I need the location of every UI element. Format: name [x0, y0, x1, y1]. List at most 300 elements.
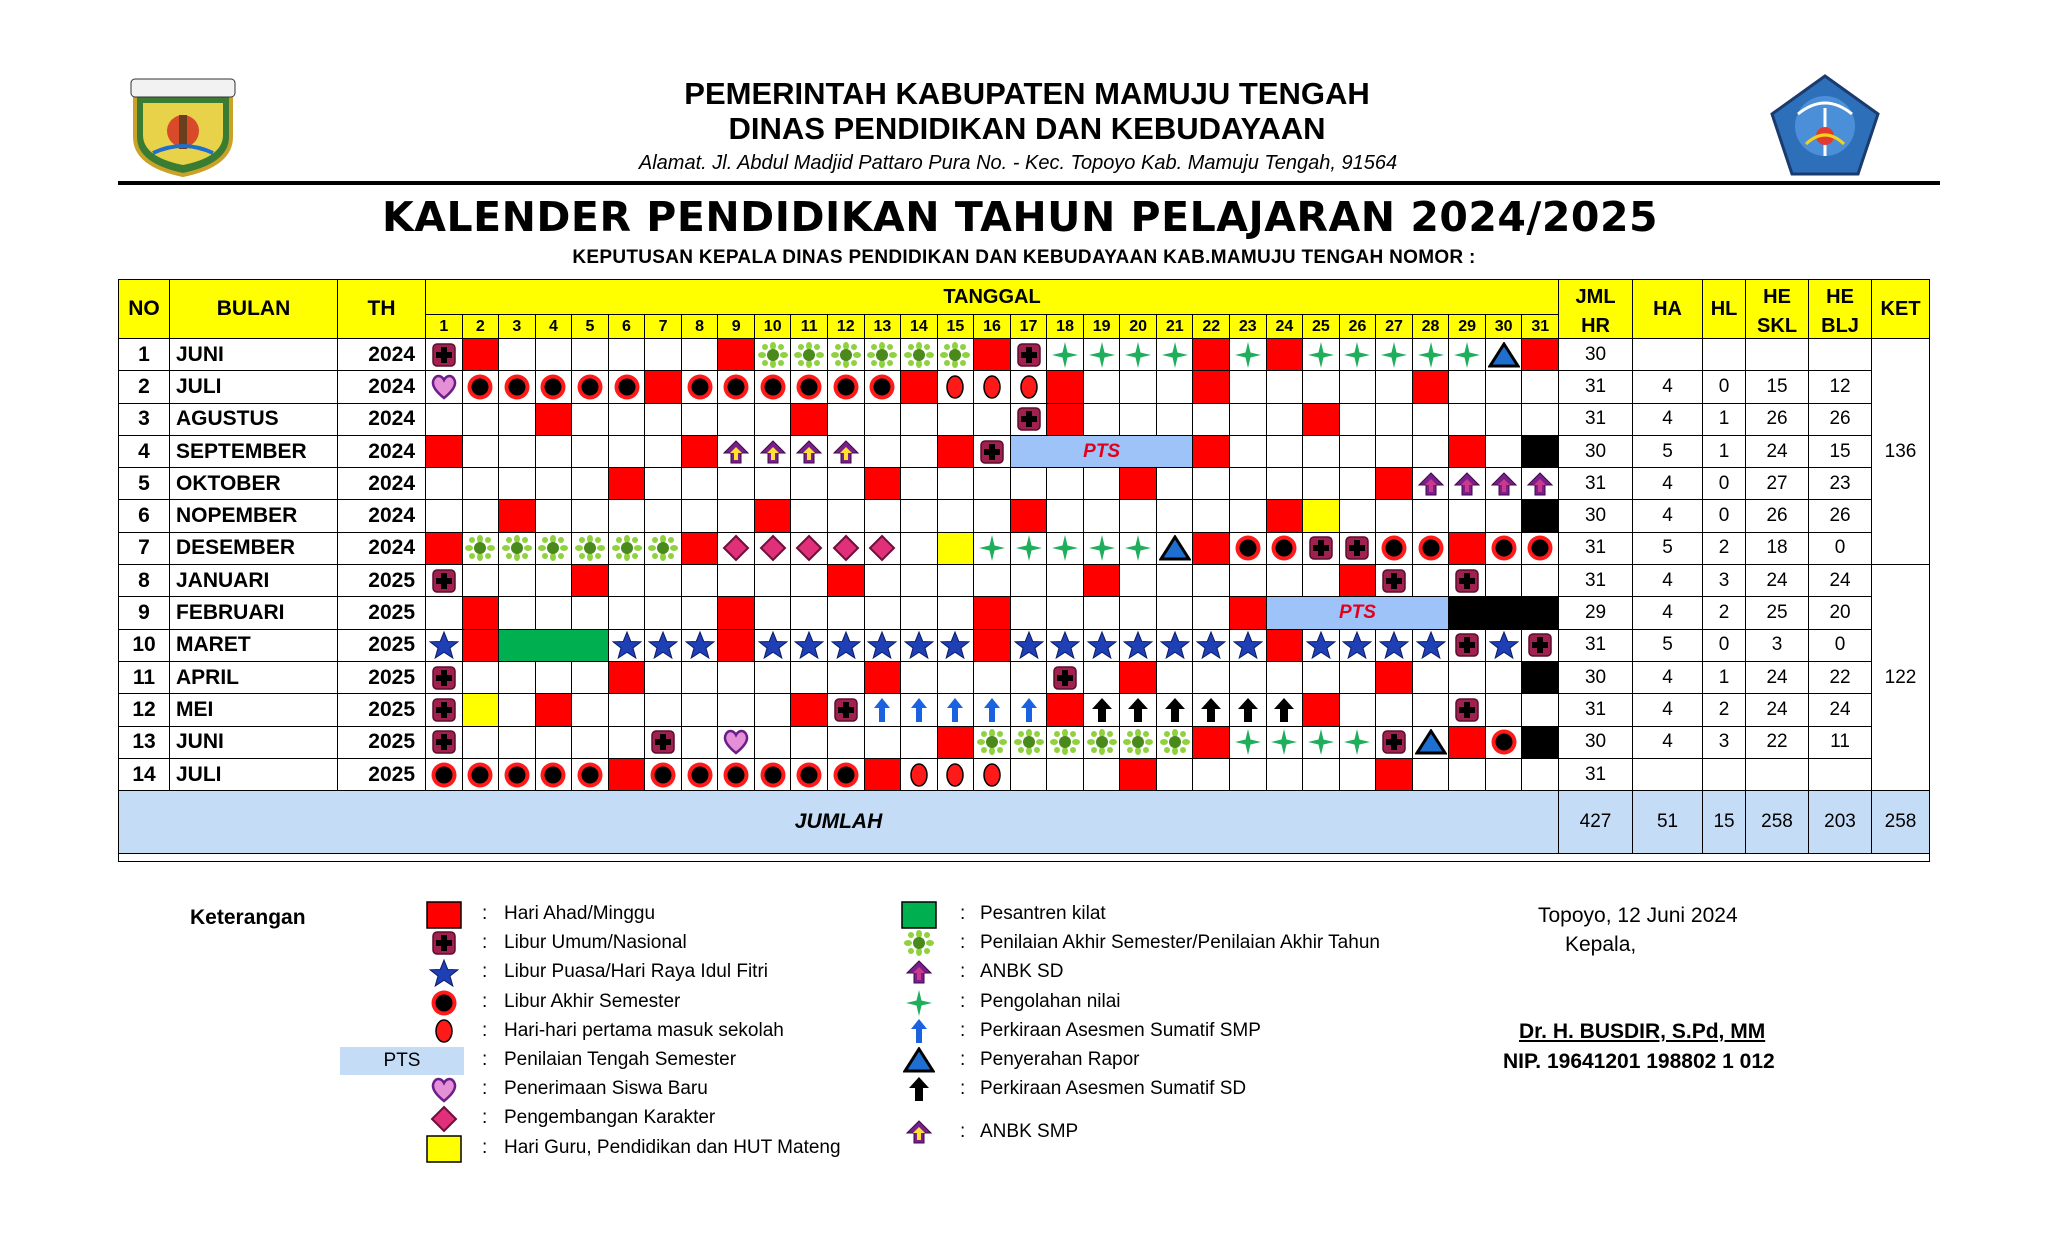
- day-cell: [1193, 500, 1230, 532]
- row-hl: 0: [1703, 500, 1746, 532]
- row-no: 13: [119, 726, 170, 758]
- sunday-cell: [499, 500, 536, 532]
- day-cell: [1485, 726, 1522, 758]
- row-year: 2025: [338, 597, 426, 629]
- day-cell: [754, 694, 791, 726]
- day-cell: [608, 500, 645, 532]
- day-cell: [754, 565, 791, 597]
- day-cell: [1230, 339, 1267, 371]
- day-cell: [718, 435, 755, 467]
- day-cell: [1047, 661, 1084, 693]
- day-cell: [1047, 500, 1084, 532]
- no-date-cell: [1522, 661, 1559, 693]
- day-cell: [974, 532, 1011, 564]
- government-name: PEMERINTAH KABUPATEN MAMUJU TENGAH: [684, 76, 1370, 111]
- row-ha: 4: [1633, 565, 1703, 597]
- red-black-circle-icon: [499, 761, 535, 789]
- day-cell: [645, 726, 682, 758]
- day-cell: [1120, 500, 1157, 532]
- sunday-cell: [1266, 629, 1303, 661]
- day-cell: [864, 435, 901, 467]
- day-cell: [1193, 694, 1230, 726]
- day-cell: [1010, 532, 1047, 564]
- row-no: 8: [119, 565, 170, 597]
- row-no: 6: [119, 500, 170, 532]
- row-year: 2025: [338, 694, 426, 726]
- day-cell: [1156, 694, 1193, 726]
- day-cell: [901, 661, 938, 693]
- day-cell: [937, 403, 974, 435]
- day-cell: [1522, 403, 1559, 435]
- row-he-skl: 26: [1746, 403, 1809, 435]
- day-cell: [499, 597, 536, 629]
- day-cell: [1047, 468, 1084, 500]
- red-square: [425, 901, 463, 933]
- day-cell: [462, 532, 499, 564]
- day-cell: [535, 597, 572, 629]
- day-cell: [1047, 597, 1084, 629]
- day-cell: [1412, 403, 1449, 435]
- day-cell: [1485, 661, 1522, 693]
- row-he-blj: 0: [1809, 532, 1872, 564]
- row-year: 2024: [338, 500, 426, 532]
- red-black-circle-icon: [1486, 728, 1522, 756]
- day-cell: [901, 468, 938, 500]
- day-cell: [499, 371, 536, 403]
- day-cell: [499, 565, 536, 597]
- blue-star-icon: [1376, 631, 1412, 659]
- red-oval-icon: [974, 374, 1010, 400]
- day-cell: [645, 532, 682, 564]
- purple-arrow-icon: [900, 959, 938, 991]
- day-cell: [1449, 468, 1486, 500]
- sunday-cell: [681, 435, 718, 467]
- day-cell: [1083, 403, 1120, 435]
- day-cell: [754, 597, 791, 629]
- heart-icon: [425, 1076, 463, 1108]
- green-spark-icon: [1340, 341, 1376, 369]
- row-month: JULI: [170, 371, 338, 403]
- day-cell: [937, 371, 974, 403]
- day-cell: [535, 435, 572, 467]
- day-cell: [791, 532, 828, 564]
- day-cell: [1303, 435, 1340, 467]
- day-cell: [535, 565, 572, 597]
- row-month: JUNI: [170, 726, 338, 758]
- sunday-cell: [937, 435, 974, 467]
- sunday-cell: [426, 435, 463, 467]
- day-cell: [754, 339, 791, 371]
- row-he-blj: 15: [1809, 435, 1872, 467]
- purple-arrow-icon: [1486, 471, 1522, 497]
- row-month: AGUSTUS: [170, 403, 338, 435]
- day-cell: [1230, 500, 1267, 532]
- sunday-cell: [1120, 758, 1157, 790]
- day-cell: [1010, 597, 1047, 629]
- day-cell: [1485, 532, 1522, 564]
- row-he-skl: 3: [1746, 629, 1809, 661]
- purple-arrow-icon: [1449, 471, 1485, 497]
- row-he-skl: 26: [1746, 500, 1809, 532]
- table-row: [119, 500, 1930, 532]
- row-year: 2024: [338, 435, 426, 467]
- cross-icon: [828, 697, 864, 723]
- day-cell: [499, 694, 536, 726]
- day-cell: [1083, 629, 1120, 661]
- green-spark-icon: [974, 534, 1010, 562]
- red-black-circle-icon: [572, 761, 608, 789]
- row-hl: 0: [1703, 371, 1746, 403]
- header-ha: HA: [1633, 280, 1703, 339]
- day-header-11: 11: [791, 315, 828, 339]
- day-cell: [1376, 403, 1413, 435]
- green-sun-icon: [536, 535, 572, 561]
- green-sun-icon: [900, 930, 938, 962]
- day-cell: [681, 500, 718, 532]
- day-header-19: 19: [1083, 315, 1120, 339]
- day-cell: [791, 661, 828, 693]
- day-cell: [864, 597, 901, 629]
- day-cell: [681, 403, 718, 435]
- table-row: [119, 565, 1930, 597]
- row-ha: 4: [1633, 500, 1703, 532]
- day-cell: [1010, 694, 1047, 726]
- day-cell: [1376, 694, 1413, 726]
- legend-colon: :: [482, 1019, 488, 1041]
- row-he-blj: 20: [1809, 597, 1872, 629]
- cross-icon: [1011, 406, 1047, 432]
- row-jml-hr: 31: [1559, 468, 1633, 500]
- day-cell: [1339, 339, 1376, 371]
- cross-icon: [1376, 729, 1412, 755]
- row-he-skl: 24: [1746, 435, 1809, 467]
- green-sun-icon: [1157, 729, 1193, 755]
- day-cell: [426, 565, 463, 597]
- green-spark-icon: [1413, 341, 1449, 369]
- day-header-2: 2: [462, 315, 499, 339]
- blue-star-icon: [425, 959, 463, 991]
- day-cell: [426, 661, 463, 693]
- blue-star-icon: [1120, 631, 1156, 659]
- day-cell: [1083, 661, 1120, 693]
- day-cell: [1522, 629, 1559, 661]
- row-he-blj: 22: [1809, 661, 1872, 693]
- legend-label: ANBK SD: [980, 961, 1064, 983]
- day-cell: [1303, 565, 1340, 597]
- day-cell: [645, 758, 682, 790]
- row-he-blj: 26: [1809, 403, 1872, 435]
- day-cell: [864, 500, 901, 532]
- day-cell: [1449, 565, 1486, 597]
- legend-colon: :: [482, 961, 488, 983]
- red-black-circle-icon: [645, 761, 681, 789]
- day-header-9: 9: [718, 315, 755, 339]
- row-ha: 5: [1633, 629, 1703, 661]
- day-cell: [1156, 339, 1193, 371]
- row-no: 7: [119, 532, 170, 564]
- row-jml-hr: 31: [1559, 694, 1633, 726]
- legend-label: Perkiraan Asesmen Sumatif SD: [980, 1078, 1247, 1100]
- green-square: [900, 901, 938, 933]
- header-hl: HL: [1703, 280, 1746, 339]
- green-spark-icon: [1340, 728, 1376, 756]
- black-arrow-icon: [1120, 697, 1156, 723]
- sunday-cell: [645, 371, 682, 403]
- day-cell: [937, 339, 974, 371]
- table-row: [119, 339, 1930, 371]
- signature-role: Kepala,: [1565, 933, 1637, 956]
- day-cell: [864, 629, 901, 661]
- sunday-cell: [1339, 565, 1376, 597]
- day-header-10: 10: [754, 315, 791, 339]
- diamond-icon: [865, 534, 901, 562]
- green-spark-icon: [1084, 341, 1120, 369]
- day-cell: [901, 726, 938, 758]
- day-cell: [572, 371, 609, 403]
- day-cell: [608, 726, 645, 758]
- legend-colon: :: [482, 932, 488, 954]
- diamond-icon: [791, 534, 827, 562]
- diamond-icon: [425, 1105, 463, 1137]
- day-cell: [974, 758, 1011, 790]
- purple-arrow-icon: [1522, 471, 1558, 497]
- red-black-circle-icon: [718, 761, 754, 789]
- day-cell: [791, 726, 828, 758]
- day-cell: [1339, 758, 1376, 790]
- day-header-21: 21: [1156, 315, 1193, 339]
- day-cell: [1376, 500, 1413, 532]
- red-black-circle-icon: [536, 373, 572, 401]
- day-cell: [791, 339, 828, 371]
- row-he-blj: 26: [1809, 500, 1872, 532]
- day-header-28: 28: [1412, 315, 1449, 339]
- sunday-cell: [608, 661, 645, 693]
- cross-icon: [426, 342, 462, 368]
- green-spark-icon: [1011, 534, 1047, 562]
- legend-colon: :: [482, 1107, 488, 1129]
- day-cell: [1010, 371, 1047, 403]
- red-black-circle-icon: [1413, 534, 1449, 562]
- table-row: [119, 532, 1930, 564]
- green-sun-icon: [974, 729, 1010, 755]
- blue-star-icon: [1084, 631, 1120, 659]
- row-month: JANUARI: [170, 565, 338, 597]
- cross-icon: [1011, 342, 1047, 368]
- day-cell: [426, 403, 463, 435]
- pts-block: PTS: [1010, 435, 1193, 467]
- day-cell: [1412, 435, 1449, 467]
- sunday-cell: [608, 468, 645, 500]
- blue-star-icon: [791, 631, 827, 659]
- blue-star-icon: [645, 631, 681, 659]
- sunday-cell: [1083, 565, 1120, 597]
- row-he-skl: 15: [1746, 371, 1809, 403]
- decree-line: KEPUTUSAN KEPALA DINAS PENDIDIKAN DAN KEBUDAYAAN KAB.MAMUJU TENGAH NOMOR :: [572, 247, 1476, 268]
- blue-arrow-icon: [865, 697, 901, 723]
- day-header-4: 4: [535, 315, 572, 339]
- green-sun-icon: [499, 535, 535, 561]
- day-cell: [828, 435, 865, 467]
- day-cell: [1230, 726, 1267, 758]
- blue-arrow-icon: [900, 1018, 938, 1050]
- row-he-skl: 25: [1746, 597, 1809, 629]
- day-cell: [572, 597, 609, 629]
- day-cell: [1449, 629, 1486, 661]
- day-cell: [828, 403, 865, 435]
- day-cell: [1230, 532, 1267, 564]
- day-cell: [681, 339, 718, 371]
- day-header-3: 3: [499, 315, 536, 339]
- day-cell: [426, 758, 463, 790]
- day-cell: [901, 629, 938, 661]
- day-cell: [937, 694, 974, 726]
- table-row: [119, 435, 1930, 467]
- row-month: JULI: [170, 758, 338, 790]
- legend-label: Pesantren kilat: [980, 903, 1106, 924]
- day-cell: [1412, 629, 1449, 661]
- row-hl: [1703, 339, 1746, 371]
- sunday-cell: [864, 758, 901, 790]
- row-he-skl: 24: [1746, 661, 1809, 693]
- day-cell: [1339, 371, 1376, 403]
- red-oval-icon: [938, 762, 974, 788]
- day-cell: [901, 565, 938, 597]
- red-black-circle-icon: [536, 761, 572, 789]
- red-black-circle-icon: [791, 373, 827, 401]
- day-cell: [1339, 726, 1376, 758]
- blue-arrow-icon: [1011, 697, 1047, 723]
- legend-label: ANBK SMP: [980, 1121, 1079, 1143]
- day-cell: [1522, 371, 1559, 403]
- row-month: APRIL: [170, 661, 338, 693]
- table-row: [119, 597, 1930, 629]
- green-spark-icon: [1047, 341, 1083, 369]
- green-spark-icon: [1120, 534, 1156, 562]
- legend-colon: :: [482, 903, 488, 924]
- cross-icon: [426, 665, 462, 691]
- day-cell: [1412, 758, 1449, 790]
- day-cell: [426, 629, 463, 661]
- day-cell: [791, 500, 828, 532]
- ket-semester-1: 136: [1872, 339, 1930, 565]
- row-hl: 2: [1703, 694, 1746, 726]
- row-no: 10: [119, 629, 170, 661]
- day-cell: [1485, 629, 1522, 661]
- department-name: DINAS PENDIDIKAN DAN KEBUDAYAAN: [728, 111, 1326, 146]
- red-black-circle-icon: [718, 373, 754, 401]
- cross-icon: [1449, 568, 1485, 594]
- sunday-cell: [1376, 661, 1413, 693]
- cross-icon: [1449, 632, 1485, 658]
- day-cell: [1412, 661, 1449, 693]
- day-cell: [1230, 565, 1267, 597]
- sunday-cell: [1376, 468, 1413, 500]
- green-spark-icon: [1157, 341, 1193, 369]
- green-spark-icon: [1230, 341, 1266, 369]
- day-cell: [1230, 629, 1267, 661]
- day-cell: [1412, 468, 1449, 500]
- day-cell: [499, 468, 536, 500]
- day-cell: [1120, 565, 1157, 597]
- row-hl: 1: [1703, 435, 1746, 467]
- day-cell: [828, 758, 865, 790]
- red-black-circle-icon: [1522, 534, 1558, 562]
- green-spark-icon: [1084, 534, 1120, 562]
- legend-colon: :: [482, 1049, 488, 1070]
- blue-star-icon: [1011, 631, 1047, 659]
- red-black-circle-icon: [1486, 534, 1522, 562]
- day-cell: [974, 500, 1011, 532]
- day-cell: [828, 532, 865, 564]
- sunday-cell: [462, 339, 499, 371]
- day-cell: [901, 597, 938, 629]
- row-jml-hr: 31: [1559, 629, 1633, 661]
- header-he-skl: HE: [1746, 280, 1809, 315]
- day-cell: [828, 726, 865, 758]
- day-cell: [572, 468, 609, 500]
- day-cell: [1266, 403, 1303, 435]
- day-cell: [1449, 339, 1486, 371]
- green-sun-icon: [755, 342, 791, 368]
- day-header-18: 18: [1047, 315, 1084, 339]
- day-cell: [828, 468, 865, 500]
- header-blj: BLJ: [1809, 315, 1872, 339]
- day-cell: [718, 403, 755, 435]
- day-cell: [1266, 694, 1303, 726]
- day-cell: [901, 403, 938, 435]
- row-ha: 4: [1633, 661, 1703, 693]
- row-no: 9: [119, 597, 170, 629]
- day-cell: [645, 629, 682, 661]
- red-oval-icon: [974, 762, 1010, 788]
- day-cell: [1449, 371, 1486, 403]
- black-arrow-icon: [1084, 697, 1120, 723]
- day-cell: [1339, 532, 1376, 564]
- day-cell: [1449, 403, 1486, 435]
- day-cell: [535, 758, 572, 790]
- heart-icon: [718, 728, 754, 756]
- row-he-blj: 24: [1809, 565, 1872, 597]
- row-year: 2024: [338, 371, 426, 403]
- red-black-circle-icon: [755, 373, 791, 401]
- row-jml-hr: 31: [1559, 758, 1633, 790]
- day-cell: [937, 597, 974, 629]
- table-row: [119, 726, 1930, 758]
- legend-title: Keterangan: [190, 906, 306, 929]
- day-cell: [828, 371, 865, 403]
- green-spark-icon: [1230, 728, 1266, 756]
- hari-guru-cell: [1303, 500, 1340, 532]
- day-cell: [791, 435, 828, 467]
- sunday-cell: [681, 532, 718, 564]
- day-cell: [1339, 435, 1376, 467]
- sunday-cell: [1193, 371, 1230, 403]
- day-cell: [974, 565, 1011, 597]
- header-hr: HR: [1559, 315, 1633, 339]
- day-cell: [1010, 339, 1047, 371]
- row-he-blj: 24: [1809, 694, 1872, 726]
- red-oval-icon: [1011, 374, 1047, 400]
- day-cell: [1266, 565, 1303, 597]
- day-cell: [1230, 403, 1267, 435]
- day-cell: [864, 403, 901, 435]
- row-no: 3: [119, 403, 170, 435]
- day-cell: [974, 435, 1011, 467]
- day-cell: [1047, 339, 1084, 371]
- day-cell: [681, 371, 718, 403]
- no-date-cell: [1522, 435, 1559, 467]
- day-cell: [572, 726, 609, 758]
